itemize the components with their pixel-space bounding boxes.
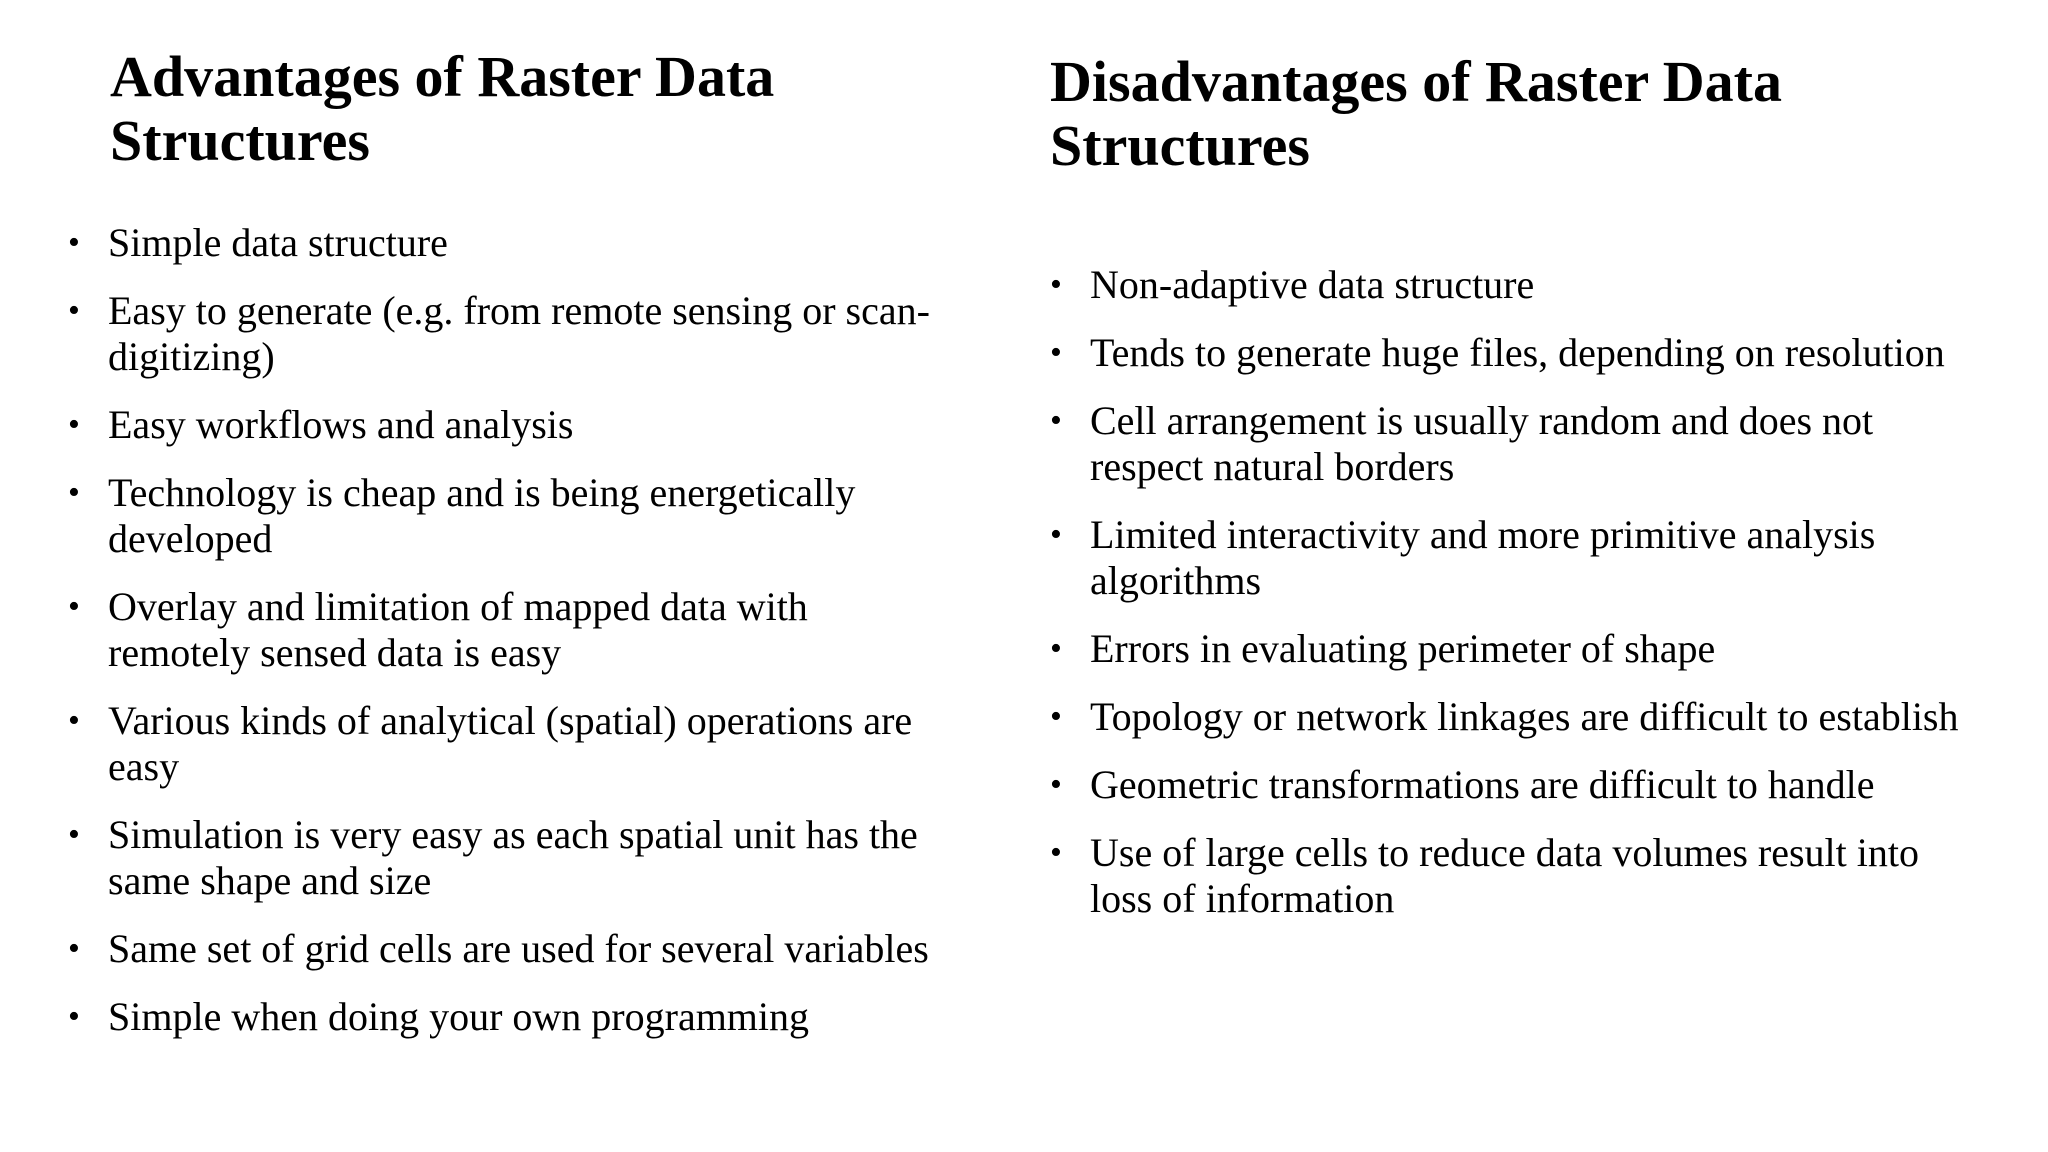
advantages-item-text: Easy to generate (e.g. from remote sensing or scan-digitizing) [108, 288, 930, 379]
advantages-list [68, 220, 948, 1062]
bullet-icon: • [1050, 334, 1062, 371]
bullet-icon: • [68, 224, 80, 261]
bullet-icon: • [68, 406, 80, 443]
disadvantages-item-text: Topology or network linkages are difficult to establish [1090, 694, 1959, 739]
disadvantages-list-item [1050, 262, 1990, 308]
advantages-list-item [68, 402, 948, 448]
disadvantages-list-item [1050, 398, 1990, 490]
disadvantages-list-item [1050, 762, 1990, 808]
advantages-list-item [68, 994, 948, 1040]
disadvantages-heading: Disadvantages of Raster Data Structures [1050, 49, 1782, 178]
disadvantages-list-item [1050, 512, 1990, 604]
disadvantages-list-item [1050, 330, 1990, 376]
advantages-list-item [68, 220, 948, 266]
bullet-icon: • [68, 816, 80, 853]
disadvantages-list-item [1050, 626, 1990, 672]
advantages-item-text: Simple data structure [108, 220, 448, 265]
advantages-item-text: Simulation is very easy as each spatial unit has the same shape and size [108, 812, 918, 903]
bullet-icon: • [1050, 516, 1062, 553]
disadvantages-list-item [1050, 694, 1990, 740]
bullet-icon: • [68, 998, 80, 1035]
bullet-icon: • [1050, 698, 1062, 735]
disadvantages-item-text: Use of large cells to reduce data volumes result into loss of information [1090, 830, 1920, 921]
bullet-icon: • [68, 930, 80, 967]
disadvantages-list [1050, 262, 1990, 944]
advantages-item-text: Technology is cheap and is being energetically developed [108, 470, 856, 561]
advantages-item-text: Easy workflows and analysis [108, 402, 574, 447]
disadvantages-item-text: Errors in evaluating perimeter of shape [1090, 626, 1716, 671]
bullet-icon: • [1050, 266, 1062, 303]
bullet-icon: • [1050, 766, 1062, 803]
disadvantages-item-text: Geometric transformations are difficult to handle [1090, 762, 1875, 807]
disadvantages-list-item [1050, 830, 1990, 922]
disadvantages-item-text: Tends to generate huge files, depending on resolution [1090, 330, 1945, 375]
advantages-item-text: Various kinds of analytical (spatial) operations are easy [108, 698, 913, 789]
advantages-list-item [68, 470, 948, 562]
disadvantages-item-text: Non-adaptive data structure [1090, 262, 1535, 307]
advantages-list-item [68, 812, 948, 904]
advantages-list-item [68, 288, 948, 380]
bullet-icon: • [68, 292, 80, 329]
bullet-icon: • [1050, 630, 1062, 667]
advantages-item-text: Same set of grid cells are used for several variables [108, 926, 929, 971]
disadvantages-item-text: Limited interactivity and more primitive analysis algorithms [1090, 512, 1876, 603]
disadvantages-item-text: Cell arrangement is usually random and does not respect natural borders [1090, 398, 1874, 489]
bullet-icon: • [1050, 402, 1062, 439]
bullet-icon: • [68, 474, 80, 511]
advantages-list-item [68, 926, 948, 972]
bullet-icon: • [68, 588, 80, 625]
advantages-heading: Advantages of Raster Data Structures [110, 44, 775, 173]
advantages-list-item [68, 584, 948, 676]
advantages-list-item [68, 698, 948, 790]
bullet-icon: • [1050, 834, 1062, 871]
bullet-icon: • [68, 702, 80, 739]
advantages-item-text: Simple when doing your own programming [108, 994, 810, 1039]
advantages-item-text: Overlay and limitation of mapped data with remotely sensed data is easy [108, 584, 808, 675]
